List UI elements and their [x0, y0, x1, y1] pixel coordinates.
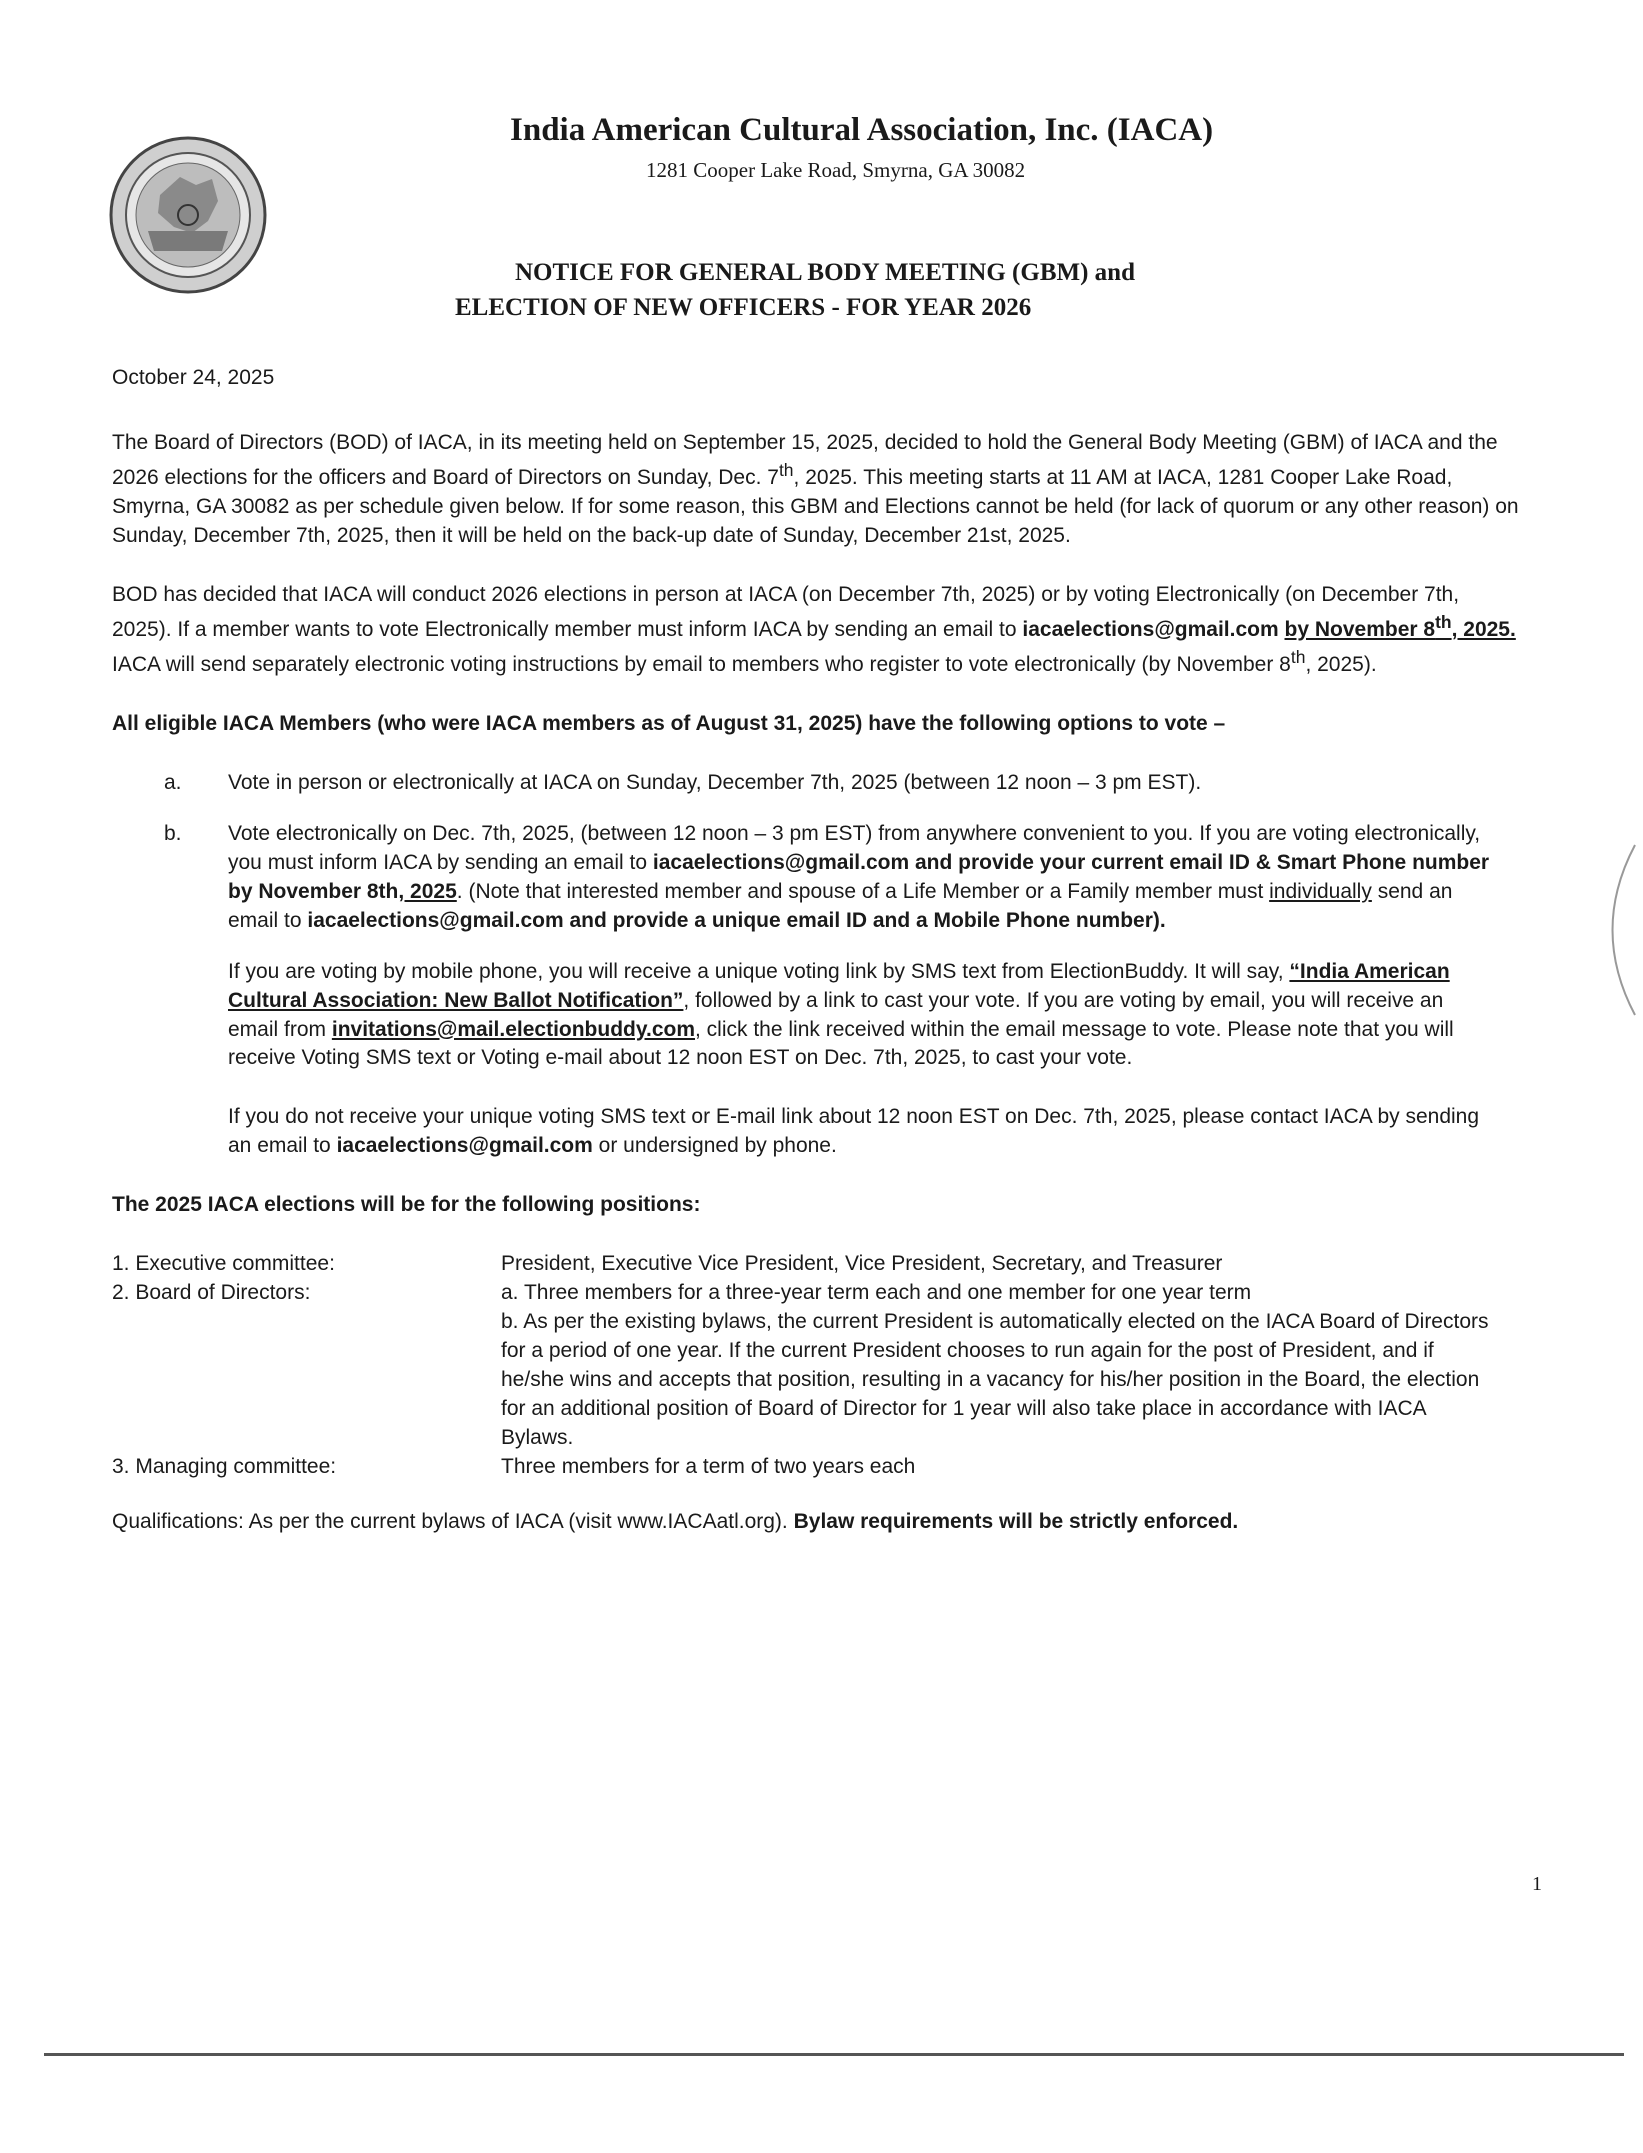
election-email-link[interactable]: iacaelections@gmail.com	[336, 1134, 593, 1158]
no-link-received-paragraph: If you do not receive your unique voting SMS text or E-mail link about 12 noon EST on Dec. 7th, 2025, please contact IACA by sending an email to iacaelections@gmail.com or undersigned by phone.	[228, 1105, 1480, 1158]
position-label: 1. Executive committee:	[112, 1252, 335, 1276]
qualifications: Qualifications: As per the current bylaws of IACA (visit www.IACAatl.org). Bylaw requirements will be strictly enforced.	[112, 1510, 1239, 1534]
scan-edge-mark	[1580, 840, 1640, 1020]
meeting-paragraph: The Board of Directors (BOD) of IACA, in its meeting held on September 15, 2025, decided to hold the General Body Meeting (GBM) of IACA and the 2026 elections for the officers and Board of Directors on Sunday, Dec. 7th, 2025. This meeting starts at 11 AM at IACA, 1281 Cooper Lake Road, Smyrna, GA 30082 as per schedule given below. If for some reason, this GBM and Elections cannot be held (for lack of quorum or any other reason) on Sunday, December 7th, 2025, then it will be held on the back-up date of Sunday, December 21st, 2025.	[112, 430, 1519, 547]
organization-name: India American Cultural Association, Inc. (IACA)	[510, 112, 1214, 148]
election-email-link[interactable]: iacaelections@gmail.com	[1022, 617, 1279, 641]
ballot-notification-quote: “India American Cultural Association: New Ballot Notification”	[228, 959, 1450, 1012]
organization-address: 1281 Cooper Lake Road, Smyrna, GA 30082	[646, 158, 1026, 182]
option-a	[112, 769, 1522, 798]
position-executive-committee	[112, 1250, 1522, 1279]
position-description: President, Executive Vice President, Vice President, Secretary, and Treasurer	[501, 1252, 1223, 1276]
option-b-text: Vote electronically on Dec. 7th, 2025, (between 12 noon – 3 pm EST) from anywhere convenient to you. If you are voting electronically, you must inform IACA by sending an email to iacaelections@gmail.com and provide your current email ID & Smart Phone number by November 8th, 2025. (Note that interested member and spouse of a Life Member or a Family member must individually send an email to iacaelections@gmail.com and provide a unique email ID and a Mobile Phone number).	[228, 821, 1490, 932]
page-number: 1	[1532, 1873, 1542, 1895]
qualifications-label: Qualifications:	[112, 1510, 244, 1534]
notice-date: October 24, 2025	[112, 366, 275, 389]
electionbuddy-email-link[interactable]: invitations@mail.electionbuddy.com	[331, 1017, 696, 1041]
iaca-seal-icon	[108, 135, 268, 295]
position-board-of-directors	[112, 1279, 1522, 1453]
position-label: 2. Board of Directors:	[112, 1281, 311, 1305]
positions-heading: The 2025 IACA elections will be for the following positions:	[112, 1193, 701, 1217]
position-managing-committee	[112, 1453, 1522, 1482]
election-email-link[interactable]: iacaelections@gmail.com	[307, 908, 564, 932]
election-email-link[interactable]: iacaelections@gmail.com	[652, 850, 910, 874]
notice-title-line-1: NOTICE FOR GENERAL BODY MEETING (GBM) and	[515, 259, 1135, 286]
option-b	[112, 820, 1522, 936]
bottom-divider	[44, 2053, 1624, 2056]
notice-body	[112, 364, 1522, 1537]
position-description: a. Three members for a three-year term each and one member for one year term b. As per the existing bylaws, the current President is automatically elected on the IACA Board of Directors for a period of one year. If the current President chooses to run again for the post of President, and if he/she wins and accepts that position, resulting in a vacancy for his/her position in the Board, the election for an additional position of Board of Director for 1 year will also take place in accordance with IACA Bylaws.	[501, 1281, 1489, 1450]
option-b-marker: b.	[164, 821, 182, 845]
electronic-voting-paragraph: BOD has decided that IACA will conduct 2026 elections in person at IACA (on December 7th, 2025) or by voting Electronically (on December 7th, 2025). If a member wants to vote Electronically member must inform IACA by sending an email to iacaelections@gmail.com by November 8th, 2025. IACA will send separately electronic voting instructions by email to members who register to vote electronically (by November 8th, 2025).	[112, 582, 1516, 676]
individually-underlined: individually	[1269, 879, 1372, 903]
sms-voting-paragraph: If you are voting by mobile phone, you will receive a unique voting link by SMS text from ElectionBuddy. It will say, “India American Cultural Association: New Ballot Notification”, followed by a link to cast your vote. If you are voting by email, you will receive an email from invitations@mail.electionbuddy.com, click the link received within the email message to vote. Please note that you will receive Voting SMS text or Voting e-mail about 12 noon EST on Dec. 7th, 2025, to cast your vote.	[228, 959, 1454, 1070]
option-a-text: Vote in person or electronically at IACA on Sunday, December 7th, 2025 (between 12 noon – 3 pm EST).	[228, 770, 1202, 794]
position-label: 3. Managing committee:	[112, 1455, 337, 1479]
option-a-marker: a.	[164, 770, 182, 794]
registration-deadline: by November 8th, 2025.	[1284, 611, 1516, 641]
eligible-members-line: All eligible IACA Members (who were IACA members as of August 31, 2025) have the following options to vote –	[112, 711, 1226, 735]
notice-title-line-2: ELECTION OF NEW OFFICERS - FOR YEAR 2026	[455, 293, 1032, 321]
position-description: Three members for a term of two years each	[501, 1455, 916, 1479]
notice-title	[455, 256, 1355, 325]
